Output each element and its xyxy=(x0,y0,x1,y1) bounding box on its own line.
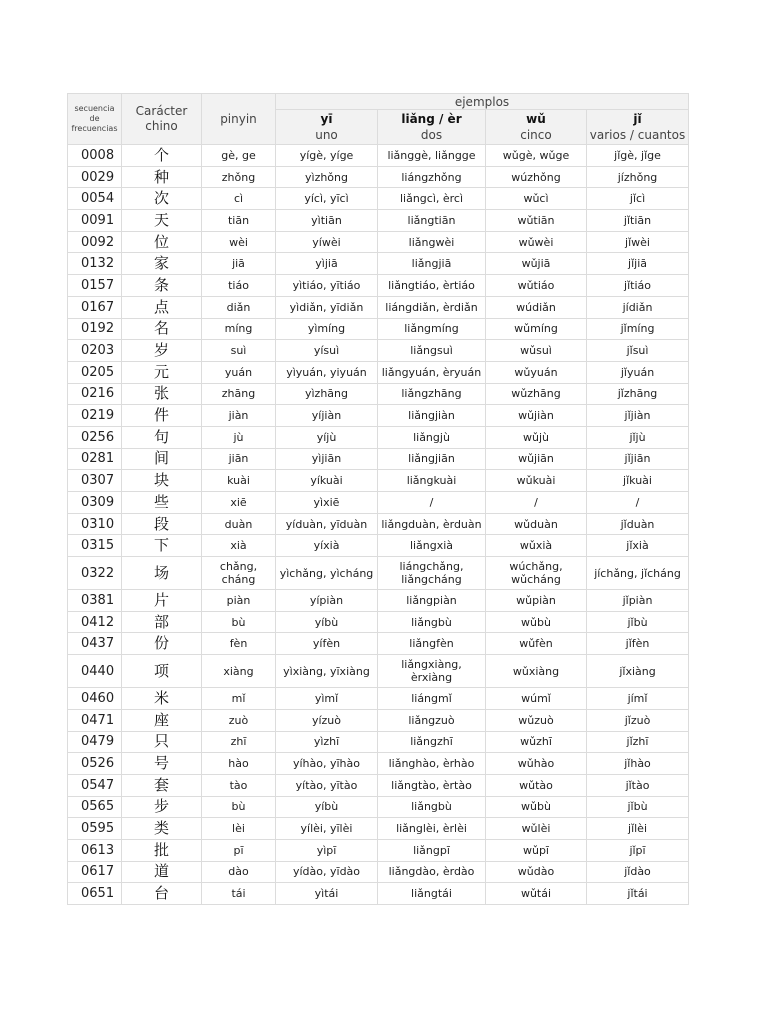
cell-pinyin: dào xyxy=(202,861,276,883)
cell-example-yi: yíduàn, yīduàn xyxy=(276,513,378,535)
cell-example-liang: liángdiǎn, èrdiǎn xyxy=(378,296,486,318)
cell-example-wu: wǔfèn xyxy=(486,633,587,655)
cell-example-wu: / xyxy=(486,492,587,514)
cell-sequence: 0440 xyxy=(68,655,122,688)
table-row xyxy=(68,210,689,232)
cell-example-liang: / xyxy=(378,492,486,514)
cell-character: 批 xyxy=(122,839,202,861)
cell-pinyin: wèi xyxy=(202,231,276,253)
cell-sequence: 0437 xyxy=(68,633,122,655)
cell-sequence: 0092 xyxy=(68,231,122,253)
table-row xyxy=(68,861,689,883)
cell-pinyin: piàn xyxy=(202,590,276,612)
header-col-liang xyxy=(378,110,486,145)
cell-sequence: 0281 xyxy=(68,448,122,470)
cell-example-wu: wǔbù xyxy=(486,796,587,818)
table-row xyxy=(68,231,689,253)
cell-pinyin: jiàn xyxy=(202,405,276,427)
cell-sequence: 0167 xyxy=(68,296,122,318)
cell-character: 件 xyxy=(122,405,202,427)
cell-character: 套 xyxy=(122,774,202,796)
cell-example-yi: yílèi, yīlèi xyxy=(276,818,378,840)
cell-sequence: 0547 xyxy=(68,774,122,796)
cell-character: 位 xyxy=(122,231,202,253)
cell-example-yi: yìjiā xyxy=(276,253,378,275)
cell-sequence: 0203 xyxy=(68,340,122,362)
cell-pinyin: zhǒng xyxy=(202,166,276,188)
cell-example-ji: jǐdào xyxy=(587,861,689,883)
header-col-liang-pinyin: liǎng / èr xyxy=(401,112,462,126)
header-col-wu-meaning: cinco xyxy=(520,128,552,142)
cell-example-yi: yícì, yīcì xyxy=(276,188,378,210)
cell-example-liang: liǎngbù xyxy=(378,796,486,818)
cell-example-yi: yìtái xyxy=(276,883,378,905)
cell-example-liang: liǎngjiā xyxy=(378,253,486,275)
cell-example-wu: wǔsuì xyxy=(486,340,587,362)
table-row xyxy=(68,426,689,448)
cell-sequence: 0205 xyxy=(68,361,122,383)
cell-example-liang: liǎngbù xyxy=(378,611,486,633)
cell-example-liang: liǎngpī xyxy=(378,839,486,861)
cell-example-wu: wúchǎng, wǔcháng xyxy=(486,557,587,590)
cell-example-liang: liángmǐ xyxy=(378,688,486,710)
header-pinyin: pinyin xyxy=(202,94,276,145)
cell-example-ji: jǐzhāng xyxy=(587,383,689,405)
cell-example-wu: wǔduàn xyxy=(486,513,587,535)
cell-sequence: 0565 xyxy=(68,796,122,818)
table-row xyxy=(68,753,689,775)
cell-pinyin: duàn xyxy=(202,513,276,535)
cell-example-ji: jímǐ xyxy=(587,688,689,710)
cell-character: 名 xyxy=(122,318,202,340)
cell-example-ji: jǐwèi xyxy=(587,231,689,253)
cell-example-yi: yísuì xyxy=(276,340,378,362)
cell-example-liang: liángzhǒng xyxy=(378,166,486,188)
cell-example-ji: jǐkuài xyxy=(587,470,689,492)
cell-character: 只 xyxy=(122,731,202,753)
cell-example-wu: wǔzuò xyxy=(486,709,587,731)
cell-sequence: 0216 xyxy=(68,383,122,405)
cell-example-yi: yípiàn xyxy=(276,590,378,612)
cell-example-ji: jǐzhī xyxy=(587,731,689,753)
header-sequence: secuencia de frecuencias xyxy=(68,94,122,145)
cell-example-ji: jǐbù xyxy=(587,796,689,818)
table-row xyxy=(68,633,689,655)
cell-pinyin: xià xyxy=(202,535,276,557)
cell-example-yi: yíhào, yīhào xyxy=(276,753,378,775)
cell-example-ji: jǐjù xyxy=(587,426,689,448)
cell-example-liang: liǎngcì, èrcì xyxy=(378,188,486,210)
cell-sequence: 0309 xyxy=(68,492,122,514)
header-col-liang-meaning: dos xyxy=(420,128,443,142)
cell-example-wu: wǔjiān xyxy=(486,448,587,470)
cell-example-liang: liǎngwèi xyxy=(378,231,486,253)
cell-pinyin: jiān xyxy=(202,448,276,470)
cell-example-wu: wǔmíng xyxy=(486,318,587,340)
cell-character: 元 xyxy=(122,361,202,383)
cell-character: 步 xyxy=(122,796,202,818)
cell-sequence: 0613 xyxy=(68,839,122,861)
cell-character: 米 xyxy=(122,688,202,710)
cell-pinyin: míng xyxy=(202,318,276,340)
cell-example-liang: liǎngzuò xyxy=(378,709,486,731)
cell-sequence: 0651 xyxy=(68,883,122,905)
cell-example-liang: liǎngzhāng xyxy=(378,383,486,405)
cell-example-wu: wǔdào xyxy=(486,861,587,883)
cell-example-ji: jǐtiáo xyxy=(587,275,689,297)
cell-example-yi: yídào, yīdào xyxy=(276,861,378,883)
cell-example-ji: / xyxy=(587,492,689,514)
cell-example-liang: liǎngfèn xyxy=(378,633,486,655)
cell-character: 句 xyxy=(122,426,202,448)
cell-sequence: 0008 xyxy=(68,145,122,167)
cell-example-liang: liǎngduàn, èrduàn xyxy=(378,513,486,535)
table-row xyxy=(68,709,689,731)
cell-example-liang: liǎngmíng xyxy=(378,318,486,340)
cell-example-liang: liǎngjù xyxy=(378,426,486,448)
cell-example-yi: yìyuán, yiyuán xyxy=(276,361,378,383)
cell-example-wu: wǔjiā xyxy=(486,253,587,275)
cell-example-ji: jǐyuán xyxy=(587,361,689,383)
cell-pinyin: kuài xyxy=(202,470,276,492)
table-row xyxy=(68,361,689,383)
table-row xyxy=(68,557,689,590)
cell-character: 段 xyxy=(122,513,202,535)
cell-example-wu: wǔxiàng xyxy=(486,655,587,688)
cell-example-yi: yíjù xyxy=(276,426,378,448)
cell-pinyin: gè, ge xyxy=(202,145,276,167)
cell-character: 份 xyxy=(122,633,202,655)
table-row xyxy=(68,383,689,405)
cell-sequence: 0479 xyxy=(68,731,122,753)
cell-pinyin: zhī xyxy=(202,731,276,753)
cell-example-wu: wǔzhī xyxy=(486,731,587,753)
cell-example-wu: wǔcì xyxy=(486,188,587,210)
table-row xyxy=(68,883,689,905)
cell-example-liang: liángchǎng, liǎngcháng xyxy=(378,557,486,590)
cell-example-yi: yìtiān xyxy=(276,210,378,232)
cell-example-liang: liǎngdào, èrdào xyxy=(378,861,486,883)
cell-example-ji: jǐpī xyxy=(587,839,689,861)
header-col-ji-meaning: varios / cuantos xyxy=(589,128,686,142)
cell-example-wu: wǔjiàn xyxy=(486,405,587,427)
cell-example-yi: yìxiē xyxy=(276,492,378,514)
table-row xyxy=(68,492,689,514)
cell-example-wu: wǔxià xyxy=(486,535,587,557)
cell-example-wu: wǔjù xyxy=(486,426,587,448)
cell-example-yi: yíkuài xyxy=(276,470,378,492)
cell-example-wu: wúmǐ xyxy=(486,688,587,710)
cell-sequence: 0310 xyxy=(68,513,122,535)
cell-example-ji: jǐxià xyxy=(587,535,689,557)
cell-example-wu: wǔzhāng xyxy=(486,383,587,405)
cell-example-wu: wǔtiáo xyxy=(486,275,587,297)
cell-example-ji: jǐcì xyxy=(587,188,689,210)
cell-sequence: 0595 xyxy=(68,818,122,840)
cell-sequence: 0307 xyxy=(68,470,122,492)
cell-example-ji: jǐjiān xyxy=(587,448,689,470)
cell-pinyin: pī xyxy=(202,839,276,861)
cell-sequence: 0315 xyxy=(68,535,122,557)
cell-sequence: 0091 xyxy=(68,210,122,232)
table-row xyxy=(68,275,689,297)
cell-sequence: 0412 xyxy=(68,611,122,633)
cell-example-liang: liǎngxiàng, èrxiàng xyxy=(378,655,486,688)
table-row xyxy=(68,796,689,818)
cell-sequence: 0526 xyxy=(68,753,122,775)
cell-example-wu: wǔwèi xyxy=(486,231,587,253)
cell-pinyin: cì xyxy=(202,188,276,210)
cell-example-ji: jǐjiàn xyxy=(587,405,689,427)
cell-example-ji: jǐsuì xyxy=(587,340,689,362)
cell-example-liang: liǎngtào, èrtào xyxy=(378,774,486,796)
cell-pinyin: hào xyxy=(202,753,276,775)
cell-example-liang: liǎnghào, èrhào xyxy=(378,753,486,775)
cell-sequence: 0192 xyxy=(68,318,122,340)
cell-sequence: 0617 xyxy=(68,861,122,883)
cell-character: 台 xyxy=(122,883,202,905)
cell-pinyin: lèi xyxy=(202,818,276,840)
cell-character: 片 xyxy=(122,590,202,612)
cell-pinyin: diǎn xyxy=(202,296,276,318)
table-row xyxy=(68,818,689,840)
table-row xyxy=(68,731,689,753)
header-col-yi-pinyin: yī xyxy=(320,112,333,126)
cell-example-liang: liǎngsuì xyxy=(378,340,486,362)
cell-pinyin: zuò xyxy=(202,709,276,731)
cell-example-yi: yìdiǎn, yīdiǎn xyxy=(276,296,378,318)
cell-pinyin: bù xyxy=(202,611,276,633)
cell-example-yi: yíxià xyxy=(276,535,378,557)
cell-example-wu: wǔpiàn xyxy=(486,590,587,612)
cell-example-wu: wǔkuài xyxy=(486,470,587,492)
cell-example-yi: yìxiàng, yīxiàng xyxy=(276,655,378,688)
cell-example-yi: yìzhāng xyxy=(276,383,378,405)
table-row xyxy=(68,513,689,535)
cell-example-ji: jǐgè, jǐge xyxy=(587,145,689,167)
cell-example-ji: jǐjiā xyxy=(587,253,689,275)
cell-sequence: 0322 xyxy=(68,557,122,590)
cell-example-wu: wǔbù xyxy=(486,611,587,633)
cell-sequence: 0157 xyxy=(68,275,122,297)
cell-example-wu: wǔtái xyxy=(486,883,587,905)
cell-character: 部 xyxy=(122,611,202,633)
cell-pinyin: tào xyxy=(202,774,276,796)
cell-example-wu: wǔtiān xyxy=(486,210,587,232)
cell-example-wu: wǔhào xyxy=(486,753,587,775)
cell-example-wu: wúdiǎn xyxy=(486,296,587,318)
table-row xyxy=(68,448,689,470)
cell-example-liang: liǎngjiān xyxy=(378,448,486,470)
table-header xyxy=(68,94,689,145)
cell-example-ji: jǐfèn xyxy=(587,633,689,655)
cell-example-ji: jǐtào xyxy=(587,774,689,796)
table-row xyxy=(68,535,689,557)
cell-example-ji: jǐlèi xyxy=(587,818,689,840)
cell-example-yi: yízuò xyxy=(276,709,378,731)
header-col-ji-pinyin: jǐ xyxy=(633,112,642,126)
cell-pinyin: jiā xyxy=(202,253,276,275)
cell-pinyin: mǐ xyxy=(202,688,276,710)
cell-example-wu: wǔgè, wǔge xyxy=(486,145,587,167)
table-row xyxy=(68,145,689,167)
table-row xyxy=(68,688,689,710)
cell-example-liang: liǎngkuài xyxy=(378,470,486,492)
header-examples: ejemplos xyxy=(276,94,689,110)
cell-sequence: 0054 xyxy=(68,188,122,210)
cell-sequence: 0029 xyxy=(68,166,122,188)
cell-character: 号 xyxy=(122,753,202,775)
cell-example-liang: liǎnggè, liǎngge xyxy=(378,145,486,167)
cell-example-yi: yìmǐ xyxy=(276,688,378,710)
cell-example-ji: jǐhào xyxy=(587,753,689,775)
cell-example-ji: jíchǎng, jǐcháng xyxy=(587,557,689,590)
cell-example-ji: jǐtiān xyxy=(587,210,689,232)
cell-example-liang: liǎngpiàn xyxy=(378,590,486,612)
table-row xyxy=(68,655,689,688)
cell-example-yi: yífèn xyxy=(276,633,378,655)
cell-example-yi: yìpī xyxy=(276,839,378,861)
cell-example-ji: jǐpiàn xyxy=(587,590,689,612)
cell-character: 天 xyxy=(122,210,202,232)
cell-pinyin: jù xyxy=(202,426,276,448)
table-row xyxy=(68,166,689,188)
table-row xyxy=(68,318,689,340)
cell-character: 场 xyxy=(122,557,202,590)
cell-pinyin: xiàng xyxy=(202,655,276,688)
cell-pinyin: tái xyxy=(202,883,276,905)
cell-example-liang: liǎngyuán, èryuán xyxy=(378,361,486,383)
cell-example-liang: liǎngxià xyxy=(378,535,486,557)
cell-character: 座 xyxy=(122,709,202,731)
table-row xyxy=(68,470,689,492)
cell-pinyin: bù xyxy=(202,796,276,818)
cell-example-wu: wǔyuán xyxy=(486,361,587,383)
header-col-ji xyxy=(587,110,689,145)
cell-pinyin: chǎng, cháng xyxy=(202,557,276,590)
cell-character: 次 xyxy=(122,188,202,210)
cell-example-wu: wǔtào xyxy=(486,774,587,796)
cell-example-ji: jǐduàn xyxy=(587,513,689,535)
table-row xyxy=(68,253,689,275)
header-col-yi xyxy=(276,110,378,145)
table-row xyxy=(68,405,689,427)
table-row xyxy=(68,188,689,210)
cell-character: 间 xyxy=(122,448,202,470)
cell-example-yi: yíjiàn xyxy=(276,405,378,427)
header-col-wu xyxy=(486,110,587,145)
cell-example-ji: jídiǎn xyxy=(587,296,689,318)
cell-example-liang: liǎngtái xyxy=(378,883,486,905)
cell-character: 条 xyxy=(122,275,202,297)
cell-example-yi: yíbù xyxy=(276,796,378,818)
cell-sequence: 0132 xyxy=(68,253,122,275)
table-row xyxy=(68,340,689,362)
cell-example-ji: jǐbù xyxy=(587,611,689,633)
cell-example-yi: yìjiān xyxy=(276,448,378,470)
cell-example-ji: jǐzuò xyxy=(587,709,689,731)
cell-example-liang: liǎnglèi, èrlèi xyxy=(378,818,486,840)
cell-character: 道 xyxy=(122,861,202,883)
cell-sequence: 0256 xyxy=(68,426,122,448)
cell-pinyin: fèn xyxy=(202,633,276,655)
cell-example-ji: jǐxiàng xyxy=(587,655,689,688)
cell-example-yi: yìtiáo, yītiáo xyxy=(276,275,378,297)
header-col-wu-pinyin: wǔ xyxy=(526,112,546,126)
cell-example-liang: liǎngtiáo, èrtiáo xyxy=(378,275,486,297)
cell-character: 个 xyxy=(122,145,202,167)
table-row xyxy=(68,839,689,861)
cell-sequence: 0460 xyxy=(68,688,122,710)
cell-pinyin: tiān xyxy=(202,210,276,232)
cell-example-liang: liǎngzhī xyxy=(378,731,486,753)
cell-character: 点 xyxy=(122,296,202,318)
header-character: Carácter chino xyxy=(122,94,202,145)
cell-example-wu: wǔlèi xyxy=(486,818,587,840)
cell-example-liang: liǎngjiàn xyxy=(378,405,486,427)
cell-example-liang: liǎngtiān xyxy=(378,210,486,232)
cell-character: 种 xyxy=(122,166,202,188)
cell-sequence: 0219 xyxy=(68,405,122,427)
cell-character: 岁 xyxy=(122,340,202,362)
cell-example-yi: yíbù xyxy=(276,611,378,633)
table-row xyxy=(68,590,689,612)
cell-pinyin: tiáo xyxy=(202,275,276,297)
cell-example-wu: wúzhǒng xyxy=(486,166,587,188)
cell-pinyin: suì xyxy=(202,340,276,362)
cell-example-ji: jízhǒng xyxy=(587,166,689,188)
cell-example-yi: yìzhǒng xyxy=(276,166,378,188)
cell-character: 下 xyxy=(122,535,202,557)
cell-example-yi: yígè, yíge xyxy=(276,145,378,167)
cell-sequence: 0381 xyxy=(68,590,122,612)
table-row xyxy=(68,611,689,633)
cell-character: 块 xyxy=(122,470,202,492)
cell-example-ji: jǐmíng xyxy=(587,318,689,340)
cell-pinyin: zhāng xyxy=(202,383,276,405)
cell-character: 项 xyxy=(122,655,202,688)
cell-example-wu: wǔpī xyxy=(486,839,587,861)
cell-example-yi: yìzhī xyxy=(276,731,378,753)
table-row xyxy=(68,774,689,796)
cell-example-yi: yìchǎng, yìcháng xyxy=(276,557,378,590)
table-row xyxy=(68,296,689,318)
cell-sequence: 0471 xyxy=(68,709,122,731)
cell-character: 家 xyxy=(122,253,202,275)
cell-pinyin: yuán xyxy=(202,361,276,383)
cell-character: 类 xyxy=(122,818,202,840)
classifier-table xyxy=(67,93,689,905)
cell-character: 些 xyxy=(122,492,202,514)
cell-example-yi: yíwèi xyxy=(276,231,378,253)
cell-example-ji: jǐtái xyxy=(587,883,689,905)
header-col-yi-meaning: uno xyxy=(315,128,338,142)
table-body xyxy=(68,145,689,905)
cell-example-yi: yítào, yītào xyxy=(276,774,378,796)
cell-example-yi: yìmíng xyxy=(276,318,378,340)
cell-pinyin: xiē xyxy=(202,492,276,514)
cell-character: 张 xyxy=(122,383,202,405)
